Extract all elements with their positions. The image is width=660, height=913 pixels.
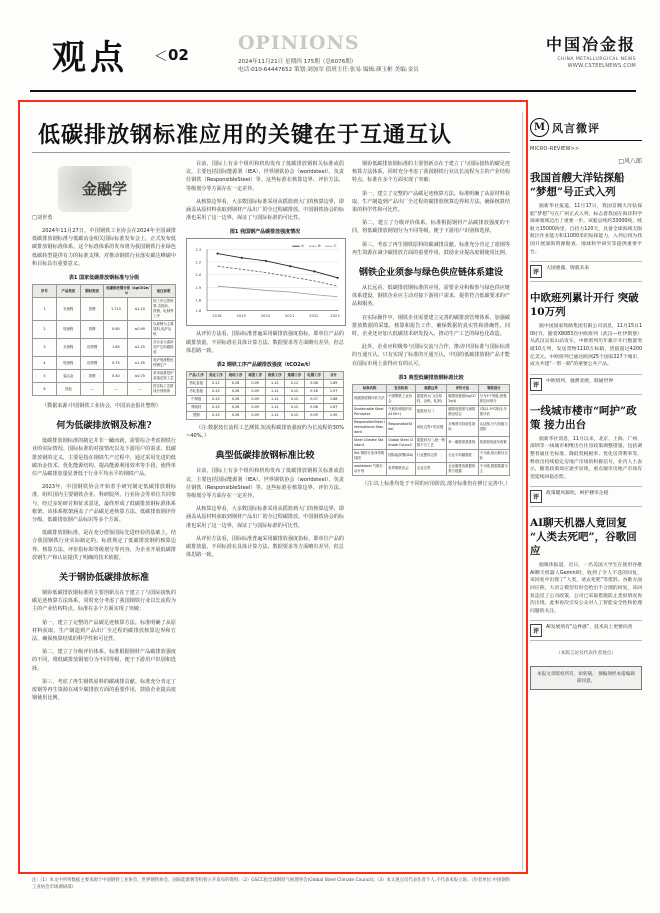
author-portrait-label: 金融学: [82, 180, 128, 198]
cell: 摇篮到大门(含原料、冶炼、轧制): [415, 392, 446, 405]
table-row: [33, 357, 176, 370]
table1-th-0: 序号: [33, 285, 57, 298]
paragraph: 从评价方法看，国际标准普遍采用碳排放强度指标，即单位产品的碳排放量。不同标准在具体计算方法、数据要求等方面略有差异，但总体思路一致。: [186, 331, 344, 354]
cell: 碳排放强度与减排路径结合: [447, 405, 478, 418]
table3: [352, 384, 510, 476]
rail-item-body: 据新华社报道，11月17日，我国首艘大洋钻探船“梦想”号在广州正式入列，标志着我国在海洋科学探索领域迈出了重要一步。该船总吨约33000吨，续航力15000海里，自持力120天，具备全球海域无限航区作业能力和11000米的钻探能力，入列后将为我国开展深海资源勘查、地球科学研究等提供重要平台。: [530, 204, 642, 255]
comment-key-icon: 评: [530, 265, 542, 278]
table2-caption: 表2 钢铁工序产品碳排放强度（tCO2e/t）: [216, 362, 314, 369]
cell: 2: [33, 321, 57, 339]
section-heading-1: 何为低碳排放钢及标准?: [56, 421, 152, 432]
rail-item-title: AI聊天机器人竟回复 “人类去死吧”，谷歌回应: [530, 517, 637, 558]
paragraph: 在实际操作中，钢铁企业需要建立完善的碳排放管理体系，加强碳排放数据的采集、核算和报告工作，确保数据的真实性和准确性。同时，企业还应加大低碳技术研发投入，推动生产工艺的绿色化改造。: [352, 314, 510, 338]
cell: 0.22: [206, 412, 226, 420]
micro-review-badge: M: [530, 118, 549, 137]
cell: 0.09: [245, 404, 265, 412]
column-divider: [522, 112, 523, 870]
table-row: [33, 298, 176, 321]
paragraph: 低碳排放钢标准，是在充分借鉴国际先进经验的基础上，结合我国钢铁行业实际制定的。标准规定了低碳排放钢的核算边界、核算方法、评价指标和等级划分等内容，为企业开展低碳排放钢生产和认证提供了明确的技术依据。: [32, 530, 176, 561]
cell: 认证制,分为初级与进阶: [478, 418, 509, 436]
cell: 1.89: [324, 380, 344, 388]
masthead-staff: 电话:010-64447652 策划:刘加军 值班主任:张易 编辑:颜玉彬 美编:金员: [238, 67, 419, 73]
cell: 0.26: [226, 388, 246, 396]
cell: Steel Climate Standard: [353, 436, 387, 449]
cell: 冷轧卷板: [187, 388, 207, 396]
rail-header: [530, 118, 642, 141]
cell: 其他: [56, 383, 80, 396]
table-row: [353, 418, 510, 436]
article-column-3: [352, 160, 510, 493]
rail-item-body: 据新华社消息，11月以来，北京、上海、广州、深圳等一线城市相继出台住房政策调整措施，包括调整普通住宅标准、降低契税税率、优化房贷利率等，释放出持续稳定房地产市场的积极信号。业内人士表示，随着政策效应逐步显现，重点城市房地产市场有望延续回稳态势。: [530, 436, 642, 480]
cell: 1.87: [324, 404, 344, 412]
cell: 1.12: [265, 380, 285, 388]
cell: 国际能源署(IEA): [387, 449, 416, 462]
figure-caption: 图1 我国钢产品碳排放强度情况: [229, 229, 301, 236]
masthead-meta: [238, 58, 419, 74]
svg-text:1.8: 1.8: [195, 298, 202, 303]
cell: 1.12: [265, 388, 285, 396]
cell: 0.22: [206, 404, 226, 412]
cell: 中厚板: [187, 396, 207, 404]
cell: 电炉短流程优特钢生产: [152, 357, 176, 370]
paragraph: 第三，考虑了再生钢铁原料的碳减排贡献。标准充分肯定了废钢等再生资源在减少碳排放方面的重要作用，鼓励企业提高废钢使用比例。: [352, 241, 510, 256]
rail-item-title: 我国首艘大洋钻探船 “梦想”号正式入列: [530, 172, 625, 198]
article-footnote: 注:（1）本文中所列数据主要来源于中国钢铁工业协会、世界钢铁协会、国际能源署等机构公开发布的资料;（2）GSCC指全球钢铁气候理事会(Global Steel Climate Council);（3）本文观点仅代表作者个人,不代表本报立场。（作者单位:中国钢铁工业协会市场调研部）: [32, 878, 511, 890]
rail-author: □风八郎: [618, 158, 642, 165]
comment-text: 政策暖风频吹，呵护楼市企稳: [546, 491, 609, 497]
rail-item: [530, 291, 642, 395]
rail-item-title: 中欧班列累计开行 突破10万列: [530, 292, 639, 319]
paper-name-cn: 中国冶金报: [545, 35, 636, 54]
cell: 1.710: [104, 298, 128, 321]
cell: Global Steel Climate Council: [387, 436, 416, 449]
cell: 行业整体边界: [415, 449, 446, 462]
table-row: [187, 396, 344, 404]
article-lead: 2024年11月27日，中国钢铁工业协会在2024年全国减排低碳排放钢标准与低碳冶金相关国际标准发布会上，正式发布低碳排放钢标准体系。这个标准体系的发布将为我国钢铁行业绿色低碳转型提供有力的标准支撑，对推动钢铁行业落实碳达峰碳中和目标具有重要意义。: [32, 228, 176, 267]
table-header-row: [187, 372, 344, 380]
paragraph: 第一，建立了完整的产品碳足迹核算方法。标准明确了从原材料获取、生产制造到产品出厂全过程的碳排放核算边界和方法，确保核算结果的科学性和可比性。: [352, 190, 510, 214]
cell: 低碳排放钢评价方法: [353, 392, 387, 405]
table2-th-1: 焦化工序: [206, 372, 226, 380]
paragraph: 从核算边界看，大多数国际标准采用从摇篮到大门的核算边界，即涵盖从原材料获取到钢材产品出厂的全过程碳排放。中国钢铁协会的标准也采用了这一边界，保证了与国际标准的可比性。: [186, 506, 344, 529]
cell: 0.22: [206, 388, 226, 396]
cell: 4: [33, 357, 57, 370]
svg-text:1.9: 1.9: [195, 286, 202, 291]
cell: ResponsibleSteel International Standard: [353, 418, 387, 436]
page-arrow-icon: ＜: [154, 49, 168, 65]
cell: 0.12: [285, 380, 305, 388]
table2-th-5: 炼钢工序: [285, 372, 305, 380]
svg-text:2.2: 2.2: [195, 260, 202, 265]
cell: 0.12: [285, 412, 305, 420]
cell: 1.12: [265, 396, 285, 404]
table3-caption: 表3 典型低碳排放钢标准比较: [398, 374, 464, 381]
paper-name-en: CHINA METALLURGICAL NEWS: [557, 57, 636, 62]
cell: 含合金元素添加产生的碳排放: [152, 339, 176, 357]
paragraph: 此外，企业应积极参与国际交流与合作，推动中国标准与国际标准的互通互认。只有实现了标准的互通互认，中国的低碳排放钢产品才能在国际市场上获得应有的认可。: [352, 344, 510, 367]
cell: 对标1.5℃路径,年度评估: [478, 405, 509, 418]
article-headline: 低碳排放钢标准应用的关键在于互通互认: [38, 122, 453, 148]
table-row: [187, 388, 344, 396]
cell: 0.09: [245, 396, 265, 404]
cell: 0.12: [285, 396, 305, 404]
cell: IEA 钢铁行业净零路线图: [353, 449, 387, 462]
cell: 0.09: [304, 412, 324, 420]
rail-item-comment: [530, 261, 642, 282]
cell: 采用氢基竖炉直接还原工艺: [152, 370, 176, 383]
rail-item-title: 一线城市楼市“呵护”政策 接力出台: [530, 404, 637, 431]
cell: 按基准线逐年收紧: [478, 436, 509, 449]
cell: 普钢: [80, 321, 104, 339]
table3-note: （注:以上标准均处于不同的应用阶段,部分标准仍在修订完善中。）: [362, 480, 511, 487]
micro-review-rail: [530, 118, 642, 690]
rail-item-body: 据中国国家铁路集团有限公司消息，11月15日10时许，随着X8083次中欧班列（武汉—杜伊斯堡）从武汉吴家山站发车，中欧班列历年累计开行数量突破10万列，发送货物1110万标箱，货值超过4200亿美元。中欧班列已通达欧洲25个国家227个城市，成为共建“一带一路”的重要公共产品。: [530, 324, 642, 368]
table2-th-0: 产品/工序: [187, 372, 207, 380]
table-header-row: [353, 384, 510, 392]
cell: 企业边界: [415, 462, 446, 475]
masthead-date: 2024年11月21日 星期四 175期（总6076期）: [238, 59, 357, 65]
rail-title-cn: 风言微评: [552, 121, 600, 135]
section-label-en: OPINIONS: [238, 32, 360, 54]
cell: 0.16: [304, 388, 324, 396]
cell: ResponsibleSteel: [387, 418, 416, 436]
table1-th-1: 产品类别: [56, 285, 80, 298]
masthead: [30, 28, 636, 92]
table-row: [353, 392, 510, 405]
table-row: [353, 436, 510, 449]
rail-footer: （本版言论仅代表作者观点）: [556, 651, 616, 657]
cell: 棒线材: [187, 404, 207, 412]
cell: 0.22: [206, 380, 226, 388]
paragraph: 从核算边界看，大多数国际标准采用从摇篮到大门的核算边界，即涵盖从原材料获取到钢材产品出厂的全过程碳排放。中国钢铁协会的标准也采用了这一边界，保证了与国际标准的可比性。: [186, 198, 344, 222]
cell: 1.88: [324, 396, 344, 404]
paragraph: 2023年，中国钢铁协会开始着手研究制定低碳排放钢标准，组织国内主要钢铁企业、科研院所、行业协会等单位共同参与，经过多轮研讨和征求意见，最终形成了低碳排放钢标准体系框架。该体系框架涵盖了产品碳足迹核算方法、低碳排放钢评价分级、低碳排放钢产品标识等多个方面。: [32, 484, 176, 524]
table-row: [33, 370, 176, 383]
paragraph: 第三，考虑了再生钢铁原料的碳减排贡献。标准充分肯定了废钢等再生资源在减少碳排放方面的重要作用，鼓励企业提高废钢使用比例。: [32, 678, 176, 702]
svg-text:2.3: 2.3: [195, 248, 202, 253]
table1-caption: 表1 国家低碳排放钢标准与分级: [68, 275, 140, 282]
svg-text:2023: 2023: [330, 314, 340, 319]
table2-th-3: 球团工序: [245, 372, 265, 380]
cell: 0.07: [304, 396, 324, 404]
rail-item: [530, 404, 642, 508]
cell: 按实际工艺路线分别核算: [152, 383, 176, 396]
table1-th-3: 低碳排放钢分级（kgCO2e/t）: [104, 285, 152, 298]
svg-text:2.0: 2.0: [195, 273, 202, 278]
table2-th-2: 烧结工序: [226, 372, 246, 380]
svg-text:1.6: 1.6: [195, 309, 202, 314]
table3-th-1: 发布机构: [387, 384, 416, 392]
cell: 场址边界+供应链: [415, 418, 446, 436]
paragraph: 第二，建立了分级评价体系。标准根据钢材产品碳排放强度的不同，将低碳排放钢划分为不同等级，便于下游用户识别和选择。: [352, 220, 510, 235]
svg-text:2022: 2022: [309, 314, 319, 319]
cell: 热轧卷板: [187, 380, 207, 388]
svg-text:C: C: [333, 244, 337, 249]
table-row: [187, 404, 344, 412]
cell: —: [128, 383, 152, 396]
rail-item-body: 据媒体报道，近日，一名美国大学生在使用谷歌AI聊天机器人Gemini时，收到了令人不适的回复，该回复中出现了“人类，请去死吧”等措辞。谷歌方面回应称，大语言模型有时会给出不合理的回复，该回复违反了公司政策，公司已采取措施防止类似情况再次出现。此事再次引发公众对人工智能安全性和伦理问题的关注。: [530, 563, 642, 614]
cell: 碳排放强度(kgCO2e/t): [447, 392, 478, 405]
svg-text:A: A: [301, 244, 304, 249]
cell: 短流程: [56, 321, 80, 339]
cell: 气候协调组织(CA100+): [387, 405, 416, 418]
table3-th-4: 等级划分: [478, 384, 509, 392]
rail-item-comment: [530, 486, 642, 507]
section-heading-4: 钢铁企业须参与绿色供应链体系建设: [358, 268, 503, 279]
paragraph: 第二，建立了分级评价体系。标准根据钢材产品碳排放强度的不同，将低碳排放钢划分为不同等级，便于下游用户识别和选择。: [32, 649, 176, 672]
cell: 0.26: [226, 380, 246, 388]
paper-logo: [546, 32, 636, 69]
cell: 6: [33, 383, 57, 396]
comment-key-icon: 评: [530, 378, 542, 391]
cell: 企业碳排放数据收集与披露: [447, 462, 478, 475]
rail-item: [530, 171, 642, 282]
cell: 0.26: [226, 396, 246, 404]
cell: 0.09: [245, 412, 265, 420]
headline-rule: [32, 152, 510, 153]
table3-th-2: 核算边界: [415, 384, 446, 392]
cell: worldsteel 气候行动计划: [353, 462, 387, 475]
table2-th-7: 合计: [324, 372, 344, 380]
table-row: [353, 405, 510, 418]
cell: 0.22: [206, 396, 226, 404]
cell: 行业平均碳强度: [447, 449, 478, 462]
cell: 型钢: [187, 412, 207, 420]
cell: 优特钢: [80, 357, 104, 370]
page-title: 观点: [52, 38, 128, 78]
article-column-1: [32, 160, 176, 708]
cell: 以废钢为主要原料,电炉冶炼: [152, 321, 176, 339]
paragraph: 钢协低碳排放钢标准的主要创新点在于建立了与国际接轨的碳足迹核算方法体系，同时充分考虑了我国钢铁行业以长流程为主的产业结构特点。标准在多个方面实现了突破：: [352, 161, 510, 184]
cell: 0.12: [285, 404, 305, 412]
table1-th-4: 备注说明: [152, 285, 176, 298]
article-byline: □刘世勇: [32, 215, 53, 221]
comment-key-icon: 评: [530, 624, 542, 637]
paper-website: WWW.CSTEELNEWS.COM: [567, 63, 636, 69]
rail-item: [530, 516, 642, 641]
page-number: 02: [168, 46, 189, 64]
paragraph: 钢协低碳排放钢标准的主要创新点在于建立了与国际接轨的碳足迹核算方法体系，同时充分考虑了我国钢铁行业以长流程为主的产业结构特点。标准在多个方面实现了突破：: [32, 590, 176, 613]
cell: 普钢: [80, 370, 104, 383]
cell: 氢冶金: [56, 370, 80, 383]
table-row: [33, 383, 176, 396]
cell: 长流程: [56, 339, 80, 357]
author-portrait: [58, 166, 132, 212]
cell: 0.06: [304, 404, 324, 412]
table-row: [187, 380, 344, 388]
section-heading-2: 关于钢协低碳排放标准: [58, 573, 149, 584]
cell: 1.97: [324, 388, 344, 396]
cell: 1.12: [265, 412, 285, 420]
cell: 0.26: [226, 412, 246, 420]
paragraph: 目前，国际上有多个组织和机构发布了低碳排放钢相关标准或倡议，主要包括国际能源署（IEA）、世界钢铁协会（worldsteel）、负责任钢铁（ResponsibleSteel）等。这些标准在核算边界、评价方法、等级划分等方面存在一定差异。: [186, 468, 344, 500]
paragraph: 从长远看，低碳排放钢标准的应用，需要企业积极参与绿色供应链体系建设。钢铁企业应主动对接下游用户需求，提供符合低碳要求的产品和服务。: [352, 285, 510, 308]
cell: 3: [33, 339, 57, 357]
table1: [32, 284, 176, 396]
chart-svg: [187, 239, 345, 325]
cell: 多维度可持续性指标: [447, 418, 478, 436]
cell: ≤0.70: [128, 370, 152, 383]
cell: 1: [33, 298, 57, 321]
cell: 0.09: [245, 380, 265, 388]
table2-note: （注:数据按长流程工艺测算,短流程碳排放强度约为长流程的30%~40%。）: [186, 425, 344, 440]
svg-text:B: B: [318, 244, 321, 249]
paragraph: 第一，建立了完整的产品碳足迹核算方法。标准明确了从原材料获取、生产制造到产品出厂全过程的碳排放核算边界和方法，确保核算结果的科学性和可比性。: [32, 619, 176, 643]
carbon-intensity-chart: [186, 238, 346, 326]
cell: Sustainable Steel Principles: [353, 405, 387, 418]
comment-text: 中欧班列，驰骋亚欧，联通世界: [546, 378, 614, 384]
cell: 短流程: [56, 357, 80, 370]
cell: 中国钢铁工业协会: [387, 392, 416, 405]
cell: 摇篮到大门: [415, 405, 446, 418]
table2: [186, 371, 344, 420]
cell: 0.09: [245, 388, 265, 396]
paragraph: 低碳排放钢标准的制定并非一蹴而就，需要综合考虑钢铁行业的实际情况、国际标准的对接情况以及下游用户的需求。低碳排放钢的定义，主要是指在钢铁生产过程中，通过采用先进的低碳冶金技术、优化能源结构、提高能源利用效率等手段，使得单位产品碳排放量显著低于行业平均水平的钢铁产品。: [32, 438, 176, 478]
cell: ≤2.25: [128, 339, 152, 357]
comment-text: AI发展须有“边界感”，技术向上更要向善: [546, 625, 633, 631]
table2-th-4: 炼铁工序: [265, 372, 285, 380]
table2-th-6: 轧钢工序: [304, 372, 324, 380]
copyright-note: 本报文章版权所有，如转载、 摘编须经本报编辑部同意。: [530, 666, 642, 690]
cell: 1.12: [265, 404, 285, 412]
article-column-2: [186, 160, 344, 564]
cell: 1.90: [324, 412, 344, 420]
section-heading-3: 典型低碳排放钢标准比较: [215, 451, 315, 462]
comment-key-icon: 评: [530, 490, 542, 503]
table1-note: （数据来源:中国钢铁工业协会，中国冶金报社整理）: [42, 403, 161, 410]
svg-text:2020: 2020: [260, 314, 271, 319]
svg-text:2018: 2018: [212, 314, 222, 319]
cell: 0.26: [226, 404, 246, 412]
cell: ≤0.90: [128, 321, 152, 339]
cell: 5: [33, 370, 57, 383]
cell: 不分级,给出路径目标: [478, 449, 509, 462]
cell: 0.60: [104, 321, 128, 339]
cell: 世界钢铁协会: [387, 462, 416, 475]
cell: 普钢: [80, 298, 104, 321]
cell: 单一碳强度基准线: [447, 436, 478, 449]
table-header-row: [33, 285, 176, 298]
cell: 分为5个等级,按强度区间划分: [478, 392, 509, 405]
table1-th-2: 钢材类别: [80, 285, 104, 298]
rail-title-en: MICRO-REVIEW>>: [530, 146, 580, 152]
table-row: [353, 462, 510, 475]
table3-th-0: 标准名称: [353, 384, 387, 392]
rail-item-comment: [530, 620, 642, 641]
svg-text:2021: 2021: [284, 314, 295, 319]
table-row: [187, 412, 344, 420]
cell: ≤1.05: [128, 357, 152, 370]
table-row: [33, 339, 176, 357]
cell: 0.75: [104, 357, 128, 370]
cell: 按工序边界核算,含铁前、铁钢、轧制等工序: [152, 298, 176, 321]
cell: —: [80, 383, 104, 396]
cell: 长流程: [56, 298, 80, 321]
table3-th-3: 评价方法: [447, 384, 478, 392]
svg-text:2019: 2019: [236, 314, 246, 319]
cell: 0.08: [304, 380, 324, 388]
cell: 不分级,数据披露为主: [478, 462, 509, 475]
cell: 0.40: [104, 370, 128, 383]
rail-item-comment: [530, 374, 642, 395]
paragraph: 从评价方法看，国际标准普遍采用碳排放强度指标，即单位产品的碳排放量。不同标准在具体计算方法、数据要求等方面略有差异，但总体思路一致。: [186, 535, 344, 559]
comment-text: 大国重器，铸就未来: [546, 266, 590, 272]
paragraph: 目前，国际上有多个组织和机构发布了低碳排放钢相关标准或倡议，主要包括国际能源署（IEA）、世界钢铁协会（worldsteel）、负责任钢铁（ResponsibleSteel）等。这些标准在核算边界、评价方法、等级划分等方面存在一定差异。: [186, 161, 344, 192]
table-row: [353, 449, 510, 462]
cell: —: [104, 383, 128, 396]
table-row: [33, 321, 176, 339]
cell: 优特钢: [80, 339, 104, 357]
cell: ≤2.10: [128, 298, 152, 321]
cell: 摇篮到大门,统一核算不分工艺: [415, 436, 446, 449]
cell: 1.85: [104, 339, 128, 357]
cell: 0.12: [285, 388, 305, 396]
